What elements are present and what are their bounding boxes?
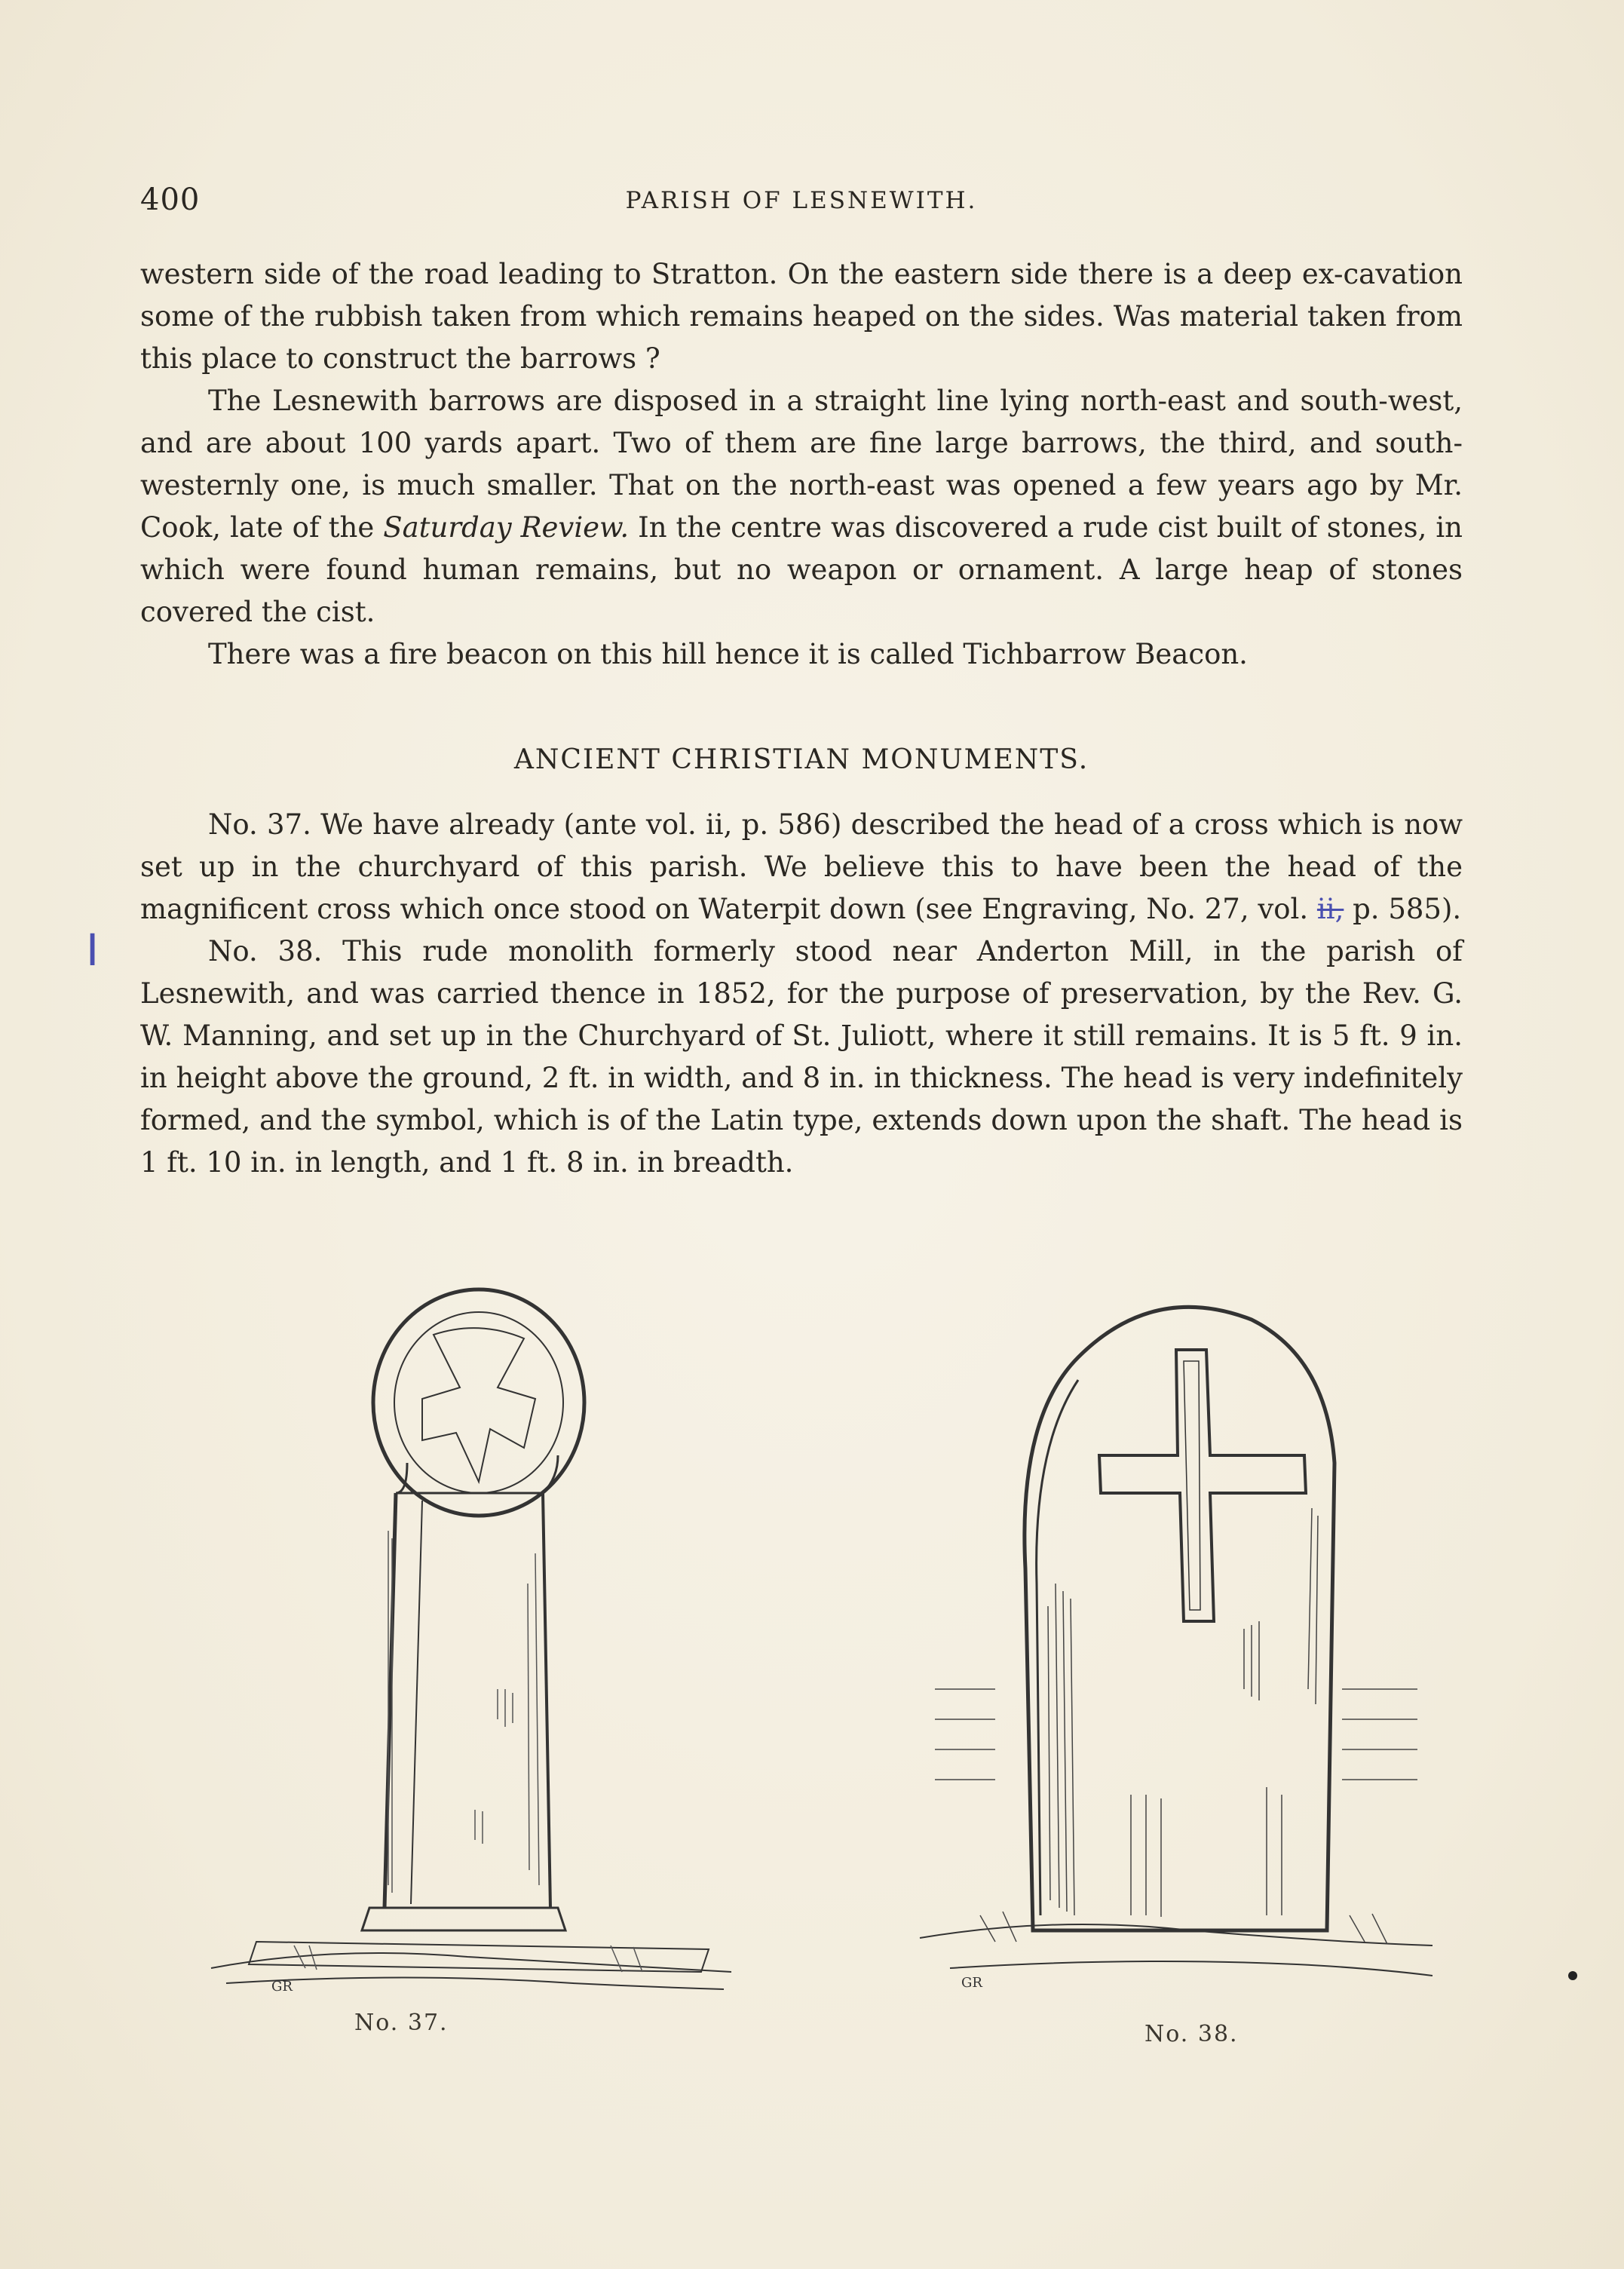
engraver-mark-38: GR: [961, 1975, 982, 1991]
caption-no37: No. 37.: [354, 2010, 449, 2036]
margin-pencil-note: I: [86, 924, 100, 976]
page-header: [140, 182, 1463, 220]
paragraph-beacon: There was a fire beacon on this hill hence it is called Tichbarrow Beacon.: [208, 638, 1248, 670]
engraver-mark-37: GR: [271, 1979, 293, 1995]
page-number: 400: [140, 182, 201, 217]
paragraph-barrows-text: The Lesnewith barrows are disposed in a straight line lying north-east and south-west, and are about 100 yards apart. Two of them are fine large barrows, the third, and south-westernly one, is much smaller. That on the north-east was opened a few years ago by Mr. Cook, late of the: [140, 385, 1463, 544]
paragraph-barrows: [140, 380, 1463, 633]
figure-cross-no37: [181, 1267, 754, 2006]
no37-tail: p. 585).: [1353, 893, 1462, 925]
section-title: ANCIENT CHRISTIAN MONUMENTS.: [513, 744, 1089, 775]
top-text-block: [140, 253, 1463, 676]
paragraph-no37: [140, 804, 1463, 931]
monuments-text-block: [140, 804, 1463, 1184]
paragraph-no38: No. 38. This rude monolith formerly stood near Anderton Mill, in the parish of Lesnewith, and was carried thence in 1852, for the purpose of preservation, by the Rev. G. W. Manning, and set up in the Churchyard of St. Juliott, where it still remains. It is 5 ft. 9 in. in height above the ground, 2 ft. in width, and 8 in. in thickness. The head is very indefinitely formed, and the symbol, which is of the Latin type, extends down upon the shaft. The head is 1 ft. 10 in. in length, and 1 ft. 8 in. in breadth.: [140, 935, 1463, 1179]
running-head: PARISH OF LESNEWITH.: [625, 187, 978, 214]
no37-text: No. 37. We have already (ante vol. ii, p. 586) described the head of a cross which is now set up in the churchyard of this parish. We believe this to have been the head of the magnificent cross which once stood on Waterpit down (see Engraving, No. 27, vol.: [140, 808, 1463, 925]
paragraph-barrows-cist: In the centre was discovered a rude cist built of stones, in which were found human remains, but no weapon or ornament. A large heap of stones covered the cist.: [140, 511, 1463, 628]
struck-volume: ii,: [1316, 893, 1344, 925]
figure-monolith-no38: [905, 1267, 1448, 2013]
paragraph-continuation: western side of the road leading to Stratton. On the eastern side there is a deep ex-cavation some of the rubbish taken from which remains heaped on the sides. Was material taken from this place to construct the barrows ?: [140, 258, 1463, 375]
publication-title: Saturday Review.: [383, 511, 630, 544]
stray-mark: [1568, 1971, 1577, 1980]
caption-no38: No. 38.: [1144, 2021, 1239, 2047]
